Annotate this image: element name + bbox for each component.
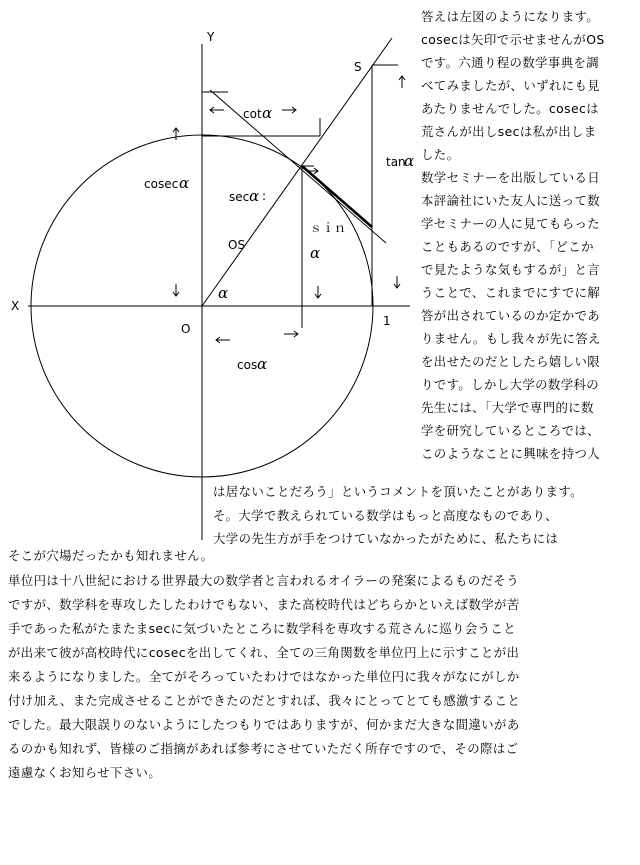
full-line-3: ですが、数学科を専攻したしたわけでもない、また高校時代はどちらかといえば数学が苦 [8,597,520,612]
os-label: OS [228,238,246,252]
right-line-12: で見たような気もするが」と言 [421,262,601,277]
right-line-13: うことで、これまでにすでに解 [421,285,601,300]
full-line-8: でした。最大限誤りのないようにしたつもりではありますが、何かまだ大きな間違いがあ [8,717,520,732]
full-line-4: 手であった私がたまたまsecに気づいたところに数学科を専攻する荒さんに巡り会うこと [8,621,517,636]
right-line-11: こともあるのですが、「どこか [421,239,594,254]
right-line-16: を出せたのだとしたら嬉しい限 [421,354,601,369]
tangent-arc-highlight [302,166,372,227]
wrap-line-3: 大学の先生方が手をつけていなかったがために、私たちには [213,531,559,546]
point-s-label: S [354,60,362,74]
arrow-down-sin [315,286,321,298]
cot-label: cot [243,107,262,121]
right-line-19: 学を研究しているところでは、 [421,423,600,438]
sin-label: ｓｉｎ [310,221,347,235]
right-line-9: 本評論社にいた友人に送って数 [421,193,601,208]
right-line-20: このようなことに興味を持つ人 [421,446,601,461]
full-line-10: 遠慮なくお知らせ下さい。 [8,765,162,780]
sin-alpha: α [310,244,321,262]
sec-label: sec [229,190,250,204]
right-line-8: 数学セミナーを出版している日 [421,170,601,185]
arrow-down-left [173,284,179,296]
full-line-1: そこが穴場だったかも知れません。 [8,548,214,563]
arrow-left-cos [216,337,230,343]
cos-alpha: α [257,355,268,373]
full-line-6: 来るようになりました。全てがそろっていたわけではなかった単位円に我々がなにがしか [8,669,520,684]
tan-alpha: α [404,152,415,170]
sec-alpha: α [249,187,260,205]
full-line-7: 付け加え、また完成させることができたのだとすれば、我々にとってとても感激すること [8,693,521,708]
full-line-5: が出来て彼が高校時代にcosecを出してくれ、全ての三角関数を単位円上に示すことが出 [8,645,520,660]
arrow-up-left [173,128,179,140]
origin-label: O [181,322,191,336]
right-line-3: です。六通り程の数学事典を調 [421,55,600,70]
wrap-line-1: は居ないことだろう」というコメントを頂いたことがあります。 [213,484,583,499]
arrow-down-right [394,276,400,288]
wrap-line-2: そ。大学で教えられている数学はもっと高度なものであり、 [213,508,559,523]
secant-line-os [202,38,392,306]
arrow-right-cot [282,107,296,113]
right-line-6: 荒さんが出しsecは私が出しま [421,124,597,139]
angle-alpha: α [218,284,229,302]
arrow-right-cos [284,331,298,337]
right-line-1: 答えは左図のようになります。 [421,9,600,24]
right-line-14: 答が出されているのか定かであ [421,308,601,323]
unit-circle-figure [0,0,420,560]
right-line-2: cosecは矢印で示せませんがOS [421,32,605,47]
arrow-up-right [399,76,405,88]
cos-label: cos [237,358,258,372]
right-line-15: りません。もし我々が先に答え [421,331,601,346]
right-line-10: 学セミナーの人に見てもらった [421,216,601,231]
cosec-alpha: α [179,174,190,192]
full-line-2: 単位円は十八世紀における世界最大の数学者と言われるオイラーの発案によるものだそう [8,573,520,588]
full-line-9: るのかも知れず、皆様のご指摘があれば参考にさせていただく所存ですので、その際はご [8,741,519,756]
right-line-7: した。 [421,147,460,162]
right-line-18: 先生には、「大学で専門的に数 [421,400,594,415]
arrow-left-cot [210,107,224,113]
y-axis-label: Y [207,30,215,44]
sec-colon: : [262,189,267,203]
right-line-4: べてみましたが、いずれにも見 [421,78,601,93]
x-axis-label: X [11,299,20,313]
one-label: 1 [383,314,391,328]
right-line-17: りです。しかし大学の数学科の [421,377,600,392]
tan-label: tan [386,155,406,169]
cosec-label: cosec [144,177,179,191]
tangent-line [210,90,386,243]
cot-alpha: α [262,104,273,122]
right-line-5: あたりませんでした。cosecは [421,101,599,116]
